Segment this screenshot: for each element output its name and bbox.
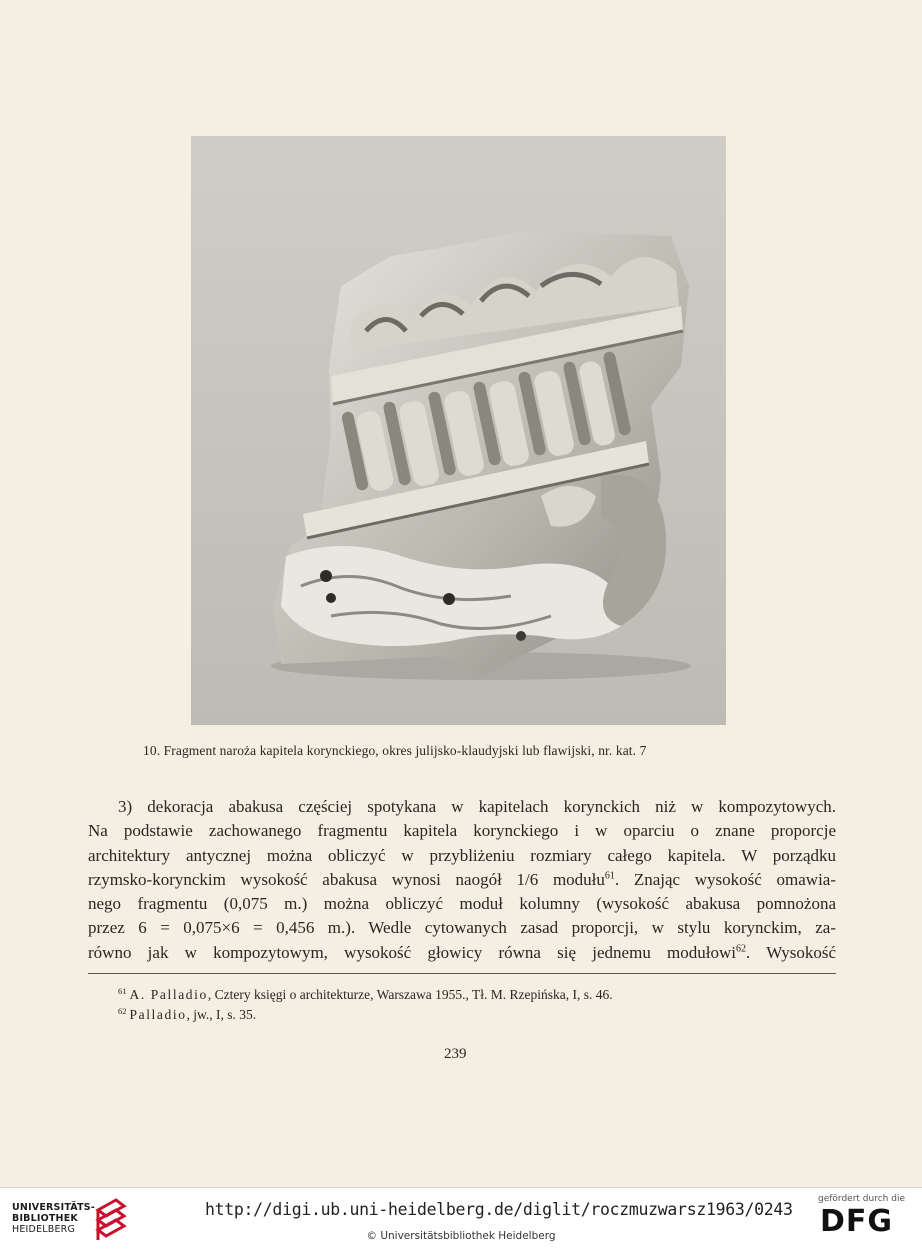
copyright-notice: © Universitätsbibliothek Heidelberg <box>366 1230 556 1242</box>
footnote-text: , jw., I, s. 35. <box>186 1007 257 1022</box>
document-url-link[interactable]: http://digi.ub.uni-heidelberg.de/diglit/roczmuzwarsz1963/0243 <box>205 1200 793 1219</box>
body-line: przez 6 = 0,075×6 = 0,456 m.). Wedle cytowanych zasad proporcji, w stylu korynckim, za- <box>88 918 836 938</box>
body-line <box>88 941 836 965</box>
funded-by-label: gefördert durch die <box>818 1194 905 1204</box>
footnote-author: A. Palladio <box>129 987 208 1002</box>
footnote-number: 61 <box>118 985 127 996</box>
body-text-span: . Wysokość <box>746 942 836 962</box>
footnote-author: Palladio <box>129 1007 187 1022</box>
footnote-text: , Cztery księgi o architekturze, Warszawa 1955., Tł. M. Rzepińska, I, s. 46. <box>207 987 613 1002</box>
viewer-footer <box>0 1187 922 1252</box>
footnote-ref-61[interactable]: 61 <box>604 870 615 882</box>
body-paragraph <box>88 795 836 965</box>
body-text-span: równo jak w kompozytowym, wysokość głowicy równa się jednemu modułowi <box>88 942 737 962</box>
dfg-logo[interactable]: DFG <box>820 1204 894 1239</box>
capital-fragment-photo <box>191 136 726 725</box>
footnote-divider <box>88 973 836 974</box>
body-line: nego fragmentu (0,075 m.) można obliczyć moduł kolumny (wysokość abakusa pomnożona <box>88 894 836 914</box>
body-line: Na podstawie zachowanego fragmentu kapitela korynckiego i w oparciu o znane proporcje <box>88 821 836 841</box>
library-name-line: BIBLIOTHEK <box>12 1213 78 1224</box>
body-line: 3) dekoracja abakusa częściej spotykana w kapitelach korynckich niż w kompozytowych. <box>118 797 836 816</box>
library-name-line: HEIDELBERG <box>12 1224 76 1235</box>
body-line <box>88 868 836 892</box>
footnote-62 <box>118 1005 818 1025</box>
page-number: 239 <box>444 1046 467 1062</box>
body-text-span: rzymsko-korynckim wysokość abakusa wynosi naogół 1/6 modułu <box>88 869 605 889</box>
figure-caption: 10. Fragment naroża kapitela korynckiego, okres julijsko-klaudyjski lub flawijski, nr. kat. 7 <box>143 743 647 758</box>
footnote-ref-62[interactable]: 62 <box>736 943 747 955</box>
footnote-61 <box>118 985 818 1005</box>
body-line: architektury antycznej można obliczyć w przybliżeniu rozmiary całego kapitela. W porządku <box>88 845 836 865</box>
body-text-span: . Znając wysokość omawia- <box>614 869 836 889</box>
library-name-line: UNIVERSITÄTS- <box>12 1202 95 1213</box>
photo-plate-capital-fragment <box>191 136 726 725</box>
footnote-number: 62 <box>118 1005 127 1016</box>
footnotes <box>118 985 818 1025</box>
